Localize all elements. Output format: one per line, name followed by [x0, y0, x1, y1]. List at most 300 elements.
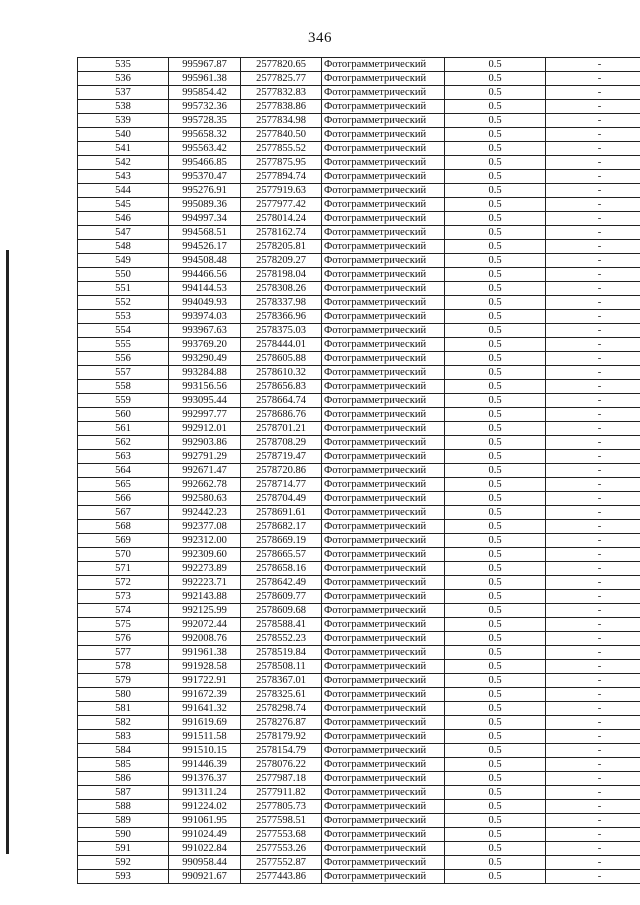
- accuracy-cell: 0.5: [445, 632, 546, 646]
- note-cell: -: [546, 646, 640, 660]
- point-number-cell: 581: [78, 702, 169, 716]
- accuracy-cell: 0.5: [445, 604, 546, 618]
- y-coordinate-cell: 2578179.92: [241, 730, 322, 744]
- y-coordinate-cell: 2578162.74: [241, 226, 322, 240]
- method-cell: Фотограмметрический: [322, 366, 445, 380]
- note-cell: -: [546, 450, 640, 464]
- accuracy-cell: 0.5: [445, 464, 546, 478]
- method-cell: Фотограмметрический: [322, 352, 445, 366]
- accuracy-cell: 0.5: [445, 282, 546, 296]
- x-coordinate-cell: 995658.32: [169, 128, 241, 142]
- y-coordinate-cell: 2578444.01: [241, 338, 322, 352]
- accuracy-cell: 0.5: [445, 156, 546, 170]
- note-cell: -: [546, 520, 640, 534]
- table-row: [78, 128, 640, 142]
- x-coordinate-cell: 995089.36: [169, 198, 241, 212]
- coordinates-table: [77, 57, 640, 884]
- method-cell: Фотограмметрический: [322, 716, 445, 730]
- y-coordinate-cell: 2578664.74: [241, 394, 322, 408]
- accuracy-cell: 0.5: [445, 744, 546, 758]
- accuracy-cell: 0.5: [445, 170, 546, 184]
- point-number-cell: 569: [78, 534, 169, 548]
- note-cell: -: [546, 380, 640, 394]
- x-coordinate-cell: 991224.02: [169, 800, 241, 814]
- table-row: [78, 450, 640, 464]
- x-coordinate-cell: 991510.15: [169, 744, 241, 758]
- point-number-cell: 584: [78, 744, 169, 758]
- table-row: [78, 310, 640, 324]
- method-cell: Фотограмметрический: [322, 170, 445, 184]
- table-row: [78, 520, 640, 534]
- point-number-cell: 545: [78, 198, 169, 212]
- method-cell: Фотограмметрический: [322, 408, 445, 422]
- y-coordinate-cell: 2578337.98: [241, 296, 322, 310]
- point-number-cell: 593: [78, 870, 169, 884]
- table-row: [78, 828, 640, 842]
- note-cell: -: [546, 72, 640, 86]
- accuracy-cell: 0.5: [445, 422, 546, 436]
- point-number-cell: 588: [78, 800, 169, 814]
- method-cell: Фотограмметрический: [322, 730, 445, 744]
- y-coordinate-cell: 2577875.95: [241, 156, 322, 170]
- y-coordinate-cell: 2578701.21: [241, 422, 322, 436]
- accuracy-cell: 0.5: [445, 254, 546, 268]
- table-row: [78, 464, 640, 478]
- table-row: [78, 380, 640, 394]
- x-coordinate-cell: 994508.48: [169, 254, 241, 268]
- point-number-cell: 578: [78, 660, 169, 674]
- point-number-cell: 592: [78, 856, 169, 870]
- method-cell: Фотограмметрический: [322, 86, 445, 100]
- accuracy-cell: 0.5: [445, 128, 546, 142]
- y-coordinate-cell: 2578642.49: [241, 576, 322, 590]
- y-coordinate-cell: 2578704.49: [241, 492, 322, 506]
- y-coordinate-cell: 2578714.77: [241, 478, 322, 492]
- y-coordinate-cell: 2577855.52: [241, 142, 322, 156]
- method-cell: Фотограмметрический: [322, 744, 445, 758]
- accuracy-cell: 0.5: [445, 492, 546, 506]
- method-cell: Фотограмметрический: [322, 562, 445, 576]
- point-number-cell: 543: [78, 170, 169, 184]
- table-row: [78, 268, 640, 282]
- table-row: [78, 632, 640, 646]
- note-cell: -: [546, 590, 640, 604]
- method-cell: Фотограмметрический: [322, 128, 445, 142]
- point-number-cell: 566: [78, 492, 169, 506]
- x-coordinate-cell: 991022.84: [169, 842, 241, 856]
- note-cell: -: [546, 156, 640, 170]
- accuracy-cell: 0.5: [445, 674, 546, 688]
- x-coordinate-cell: 995728.35: [169, 114, 241, 128]
- method-cell: Фотограмметрический: [322, 58, 445, 72]
- note-cell: -: [546, 632, 640, 646]
- point-number-cell: 567: [78, 506, 169, 520]
- table-row: [78, 170, 640, 184]
- point-number-cell: 562: [78, 436, 169, 450]
- table-row: [78, 800, 640, 814]
- note-cell: -: [546, 856, 640, 870]
- y-coordinate-cell: 2578276.87: [241, 716, 322, 730]
- point-number-cell: 568: [78, 520, 169, 534]
- table-row: [78, 394, 640, 408]
- point-number-cell: 576: [78, 632, 169, 646]
- table-row: [78, 142, 640, 156]
- x-coordinate-cell: 992442.23: [169, 506, 241, 520]
- point-number-cell: 548: [78, 240, 169, 254]
- note-cell: -: [546, 730, 640, 744]
- accuracy-cell: 0.5: [445, 828, 546, 842]
- x-coordinate-cell: 991061.95: [169, 814, 241, 828]
- table-row: [78, 72, 640, 86]
- table-row: [78, 492, 640, 506]
- y-coordinate-cell: 2578609.68: [241, 604, 322, 618]
- method-cell: Фотограмметрический: [322, 114, 445, 128]
- table-row: [78, 534, 640, 548]
- point-number-cell: 561: [78, 422, 169, 436]
- point-number-cell: 535: [78, 58, 169, 72]
- note-cell: -: [546, 296, 640, 310]
- method-cell: Фотограмметрический: [322, 660, 445, 674]
- table-row: [78, 352, 640, 366]
- y-coordinate-cell: 2577977.42: [241, 198, 322, 212]
- accuracy-cell: 0.5: [445, 842, 546, 856]
- table-row: [78, 226, 640, 240]
- point-number-cell: 570: [78, 548, 169, 562]
- table-row: [78, 100, 640, 114]
- table-row: [78, 660, 640, 674]
- point-number-cell: 559: [78, 394, 169, 408]
- x-coordinate-cell: 991024.49: [169, 828, 241, 842]
- coordinates-table-body: [78, 58, 640, 884]
- note-cell: -: [546, 198, 640, 212]
- y-coordinate-cell: 2578366.96: [241, 310, 322, 324]
- point-number-cell: 591: [78, 842, 169, 856]
- table-row: [78, 674, 640, 688]
- method-cell: Фотограмметрический: [322, 548, 445, 562]
- y-coordinate-cell: 2578656.83: [241, 380, 322, 394]
- note-cell: -: [546, 212, 640, 226]
- accuracy-cell: 0.5: [445, 758, 546, 772]
- point-number-cell: 540: [78, 128, 169, 142]
- method-cell: Фотограмметрический: [322, 856, 445, 870]
- y-coordinate-cell: 2577598.51: [241, 814, 322, 828]
- point-number-cell: 546: [78, 212, 169, 226]
- x-coordinate-cell: 995961.38: [169, 72, 241, 86]
- x-coordinate-cell: 992072.44: [169, 618, 241, 632]
- accuracy-cell: 0.5: [445, 562, 546, 576]
- x-coordinate-cell: 993974.03: [169, 310, 241, 324]
- note-cell: -: [546, 716, 640, 730]
- table-row: [78, 758, 640, 772]
- table-row: [78, 618, 640, 632]
- table-row: [78, 436, 640, 450]
- table-row: [78, 58, 640, 72]
- x-coordinate-cell: 992008.76: [169, 632, 241, 646]
- note-cell: -: [546, 506, 640, 520]
- note-cell: -: [546, 492, 640, 506]
- note-cell: -: [546, 464, 640, 478]
- accuracy-cell: 0.5: [445, 408, 546, 422]
- method-cell: Фотограмметрический: [322, 772, 445, 786]
- table-row: [78, 744, 640, 758]
- accuracy-cell: 0.5: [445, 786, 546, 800]
- point-number-cell: 579: [78, 674, 169, 688]
- method-cell: Фотограмметрический: [322, 576, 445, 590]
- accuracy-cell: 0.5: [445, 184, 546, 198]
- x-coordinate-cell: 995466.85: [169, 156, 241, 170]
- accuracy-cell: 0.5: [445, 212, 546, 226]
- y-coordinate-cell: 2578669.19: [241, 534, 322, 548]
- point-number-cell: 536: [78, 72, 169, 86]
- y-coordinate-cell: 2578375.03: [241, 324, 322, 338]
- x-coordinate-cell: 990958.44: [169, 856, 241, 870]
- table-row: [78, 366, 640, 380]
- note-cell: -: [546, 758, 640, 772]
- y-coordinate-cell: 2578205.81: [241, 240, 322, 254]
- note-cell: -: [546, 660, 640, 674]
- point-number-cell: 583: [78, 730, 169, 744]
- y-coordinate-cell: 2578154.79: [241, 744, 322, 758]
- accuracy-cell: 0.5: [445, 268, 546, 282]
- point-number-cell: 574: [78, 604, 169, 618]
- x-coordinate-cell: 992312.00: [169, 534, 241, 548]
- y-coordinate-cell: 2577832.83: [241, 86, 322, 100]
- note-cell: -: [546, 534, 640, 548]
- page-number: 346: [308, 30, 332, 46]
- x-coordinate-cell: 993290.49: [169, 352, 241, 366]
- note-cell: -: [546, 142, 640, 156]
- x-coordinate-cell: 991619.69: [169, 716, 241, 730]
- y-coordinate-cell: 2578588.41: [241, 618, 322, 632]
- table-row: [78, 198, 640, 212]
- accuracy-cell: 0.5: [445, 856, 546, 870]
- note-cell: -: [546, 100, 640, 114]
- point-number-cell: 590: [78, 828, 169, 842]
- x-coordinate-cell: 994526.17: [169, 240, 241, 254]
- x-coordinate-cell: 994997.34: [169, 212, 241, 226]
- point-number-cell: 580: [78, 688, 169, 702]
- method-cell: Фотограмметрический: [322, 100, 445, 114]
- x-coordinate-cell: 991722.91: [169, 674, 241, 688]
- x-coordinate-cell: 991928.58: [169, 660, 241, 674]
- method-cell: Фотограмметрический: [322, 338, 445, 352]
- method-cell: Фотограмметрический: [322, 282, 445, 296]
- x-coordinate-cell: 992662.78: [169, 478, 241, 492]
- note-cell: -: [546, 436, 640, 450]
- method-cell: Фотограмметрический: [322, 422, 445, 436]
- table-row: [78, 86, 640, 100]
- x-coordinate-cell: 992309.60: [169, 548, 241, 562]
- y-coordinate-cell: 2577894.74: [241, 170, 322, 184]
- note-cell: -: [546, 226, 640, 240]
- x-coordinate-cell: 992377.08: [169, 520, 241, 534]
- accuracy-cell: 0.5: [445, 814, 546, 828]
- y-coordinate-cell: 2577553.26: [241, 842, 322, 856]
- accuracy-cell: 0.5: [445, 646, 546, 660]
- accuracy-cell: 0.5: [445, 198, 546, 212]
- y-coordinate-cell: 2578605.88: [241, 352, 322, 366]
- note-cell: -: [546, 58, 640, 72]
- method-cell: Фотограмметрический: [322, 268, 445, 282]
- note-cell: -: [546, 688, 640, 702]
- y-coordinate-cell: 2578198.04: [241, 268, 322, 282]
- table-row: [78, 282, 640, 296]
- table-row: [78, 212, 640, 226]
- table-row: [78, 338, 640, 352]
- note-cell: -: [546, 744, 640, 758]
- note-cell: -: [546, 842, 640, 856]
- accuracy-cell: 0.5: [445, 688, 546, 702]
- x-coordinate-cell: 991446.39: [169, 758, 241, 772]
- binding-margin-line: [6, 250, 9, 854]
- accuracy-cell: 0.5: [445, 240, 546, 254]
- y-coordinate-cell: 2577820.65: [241, 58, 322, 72]
- method-cell: Фотограмметрический: [322, 142, 445, 156]
- table-row: [78, 646, 640, 660]
- method-cell: Фотограмметрический: [322, 688, 445, 702]
- accuracy-cell: 0.5: [445, 58, 546, 72]
- y-coordinate-cell: 2578708.29: [241, 436, 322, 450]
- method-cell: Фотограмметрический: [322, 478, 445, 492]
- point-number-cell: 547: [78, 226, 169, 240]
- accuracy-cell: 0.5: [445, 296, 546, 310]
- y-coordinate-cell: 2578298.74: [241, 702, 322, 716]
- method-cell: Фотограмметрический: [322, 786, 445, 800]
- point-number-cell: 585: [78, 758, 169, 772]
- note-cell: -: [546, 240, 640, 254]
- method-cell: Фотограмметрический: [322, 72, 445, 86]
- accuracy-cell: 0.5: [445, 380, 546, 394]
- accuracy-cell: 0.5: [445, 142, 546, 156]
- point-number-cell: 575: [78, 618, 169, 632]
- y-coordinate-cell: 2577443.86: [241, 870, 322, 884]
- accuracy-cell: 0.5: [445, 590, 546, 604]
- note-cell: -: [546, 870, 640, 884]
- method-cell: Фотограмметрический: [322, 646, 445, 660]
- method-cell: Фотограмметрический: [322, 380, 445, 394]
- accuracy-cell: 0.5: [445, 226, 546, 240]
- y-coordinate-cell: 2578609.77: [241, 590, 322, 604]
- y-coordinate-cell: 2578508.11: [241, 660, 322, 674]
- point-number-cell: 550: [78, 268, 169, 282]
- accuracy-cell: 0.5: [445, 310, 546, 324]
- accuracy-cell: 0.5: [445, 366, 546, 380]
- accuracy-cell: 0.5: [445, 730, 546, 744]
- y-coordinate-cell: 2578691.61: [241, 506, 322, 520]
- x-coordinate-cell: 992791.29: [169, 450, 241, 464]
- note-cell: -: [546, 282, 640, 296]
- accuracy-cell: 0.5: [445, 114, 546, 128]
- note-cell: -: [546, 828, 640, 842]
- table-row: [78, 324, 640, 338]
- method-cell: Фотограмметрический: [322, 842, 445, 856]
- method-cell: Фотограмметрический: [322, 254, 445, 268]
- note-cell: -: [546, 338, 640, 352]
- y-coordinate-cell: 2578014.24: [241, 212, 322, 226]
- table-row: [78, 114, 640, 128]
- y-coordinate-cell: 2578720.86: [241, 464, 322, 478]
- table-row: [78, 590, 640, 604]
- table-row: [78, 730, 640, 744]
- note-cell: -: [546, 86, 640, 100]
- x-coordinate-cell: 993769.20: [169, 338, 241, 352]
- note-cell: -: [546, 814, 640, 828]
- table-row: [78, 842, 640, 856]
- x-coordinate-cell: 992671.47: [169, 464, 241, 478]
- table-row: [78, 408, 640, 422]
- y-coordinate-cell: 2578719.47: [241, 450, 322, 464]
- point-number-cell: 558: [78, 380, 169, 394]
- x-coordinate-cell: 994144.53: [169, 282, 241, 296]
- x-coordinate-cell: 995732.36: [169, 100, 241, 114]
- accuracy-cell: 0.5: [445, 436, 546, 450]
- point-number-cell: 544: [78, 184, 169, 198]
- note-cell: -: [546, 394, 640, 408]
- x-coordinate-cell: 993156.56: [169, 380, 241, 394]
- method-cell: Фотограмметрический: [322, 450, 445, 464]
- x-coordinate-cell: 992223.71: [169, 576, 241, 590]
- accuracy-cell: 0.5: [445, 352, 546, 366]
- x-coordinate-cell: 992903.86: [169, 436, 241, 450]
- point-number-cell: 565: [78, 478, 169, 492]
- y-coordinate-cell: 2578209.27: [241, 254, 322, 268]
- accuracy-cell: 0.5: [445, 506, 546, 520]
- accuracy-cell: 0.5: [445, 86, 546, 100]
- table-row: [78, 772, 640, 786]
- method-cell: Фотограмметрический: [322, 632, 445, 646]
- note-cell: -: [546, 576, 640, 590]
- point-number-cell: 537: [78, 86, 169, 100]
- table-row: [78, 240, 640, 254]
- x-coordinate-cell: 992143.88: [169, 590, 241, 604]
- note-cell: -: [546, 310, 640, 324]
- method-cell: Фотограмметрический: [322, 674, 445, 688]
- y-coordinate-cell: 2578665.57: [241, 548, 322, 562]
- y-coordinate-cell: 2577552.87: [241, 856, 322, 870]
- x-coordinate-cell: 992125.99: [169, 604, 241, 618]
- x-coordinate-cell: 994049.93: [169, 296, 241, 310]
- table-row: [78, 702, 640, 716]
- y-coordinate-cell: 2577987.18: [241, 772, 322, 786]
- y-coordinate-cell: 2577911.82: [241, 786, 322, 800]
- note-cell: -: [546, 254, 640, 268]
- note-cell: -: [546, 352, 640, 366]
- note-cell: -: [546, 422, 640, 436]
- table-row: [78, 688, 640, 702]
- accuracy-cell: 0.5: [445, 478, 546, 492]
- method-cell: Фотограмметрический: [322, 618, 445, 632]
- note-cell: -: [546, 128, 640, 142]
- point-number-cell: 553: [78, 310, 169, 324]
- table-row: [78, 506, 640, 520]
- note-cell: -: [546, 324, 640, 338]
- x-coordinate-cell: 994568.51: [169, 226, 241, 240]
- method-cell: Фотограмметрический: [322, 394, 445, 408]
- y-coordinate-cell: 2577825.77: [241, 72, 322, 86]
- table-row: [78, 296, 640, 310]
- point-number-cell: 572: [78, 576, 169, 590]
- note-cell: -: [546, 268, 640, 282]
- note-cell: -: [546, 114, 640, 128]
- y-coordinate-cell: 2578686.76: [241, 408, 322, 422]
- accuracy-cell: 0.5: [445, 394, 546, 408]
- method-cell: Фотограмметрический: [322, 156, 445, 170]
- table-row: [78, 716, 640, 730]
- note-cell: -: [546, 548, 640, 562]
- y-coordinate-cell: 2578325.61: [241, 688, 322, 702]
- accuracy-cell: 0.5: [445, 660, 546, 674]
- method-cell: Фотограмметрический: [322, 520, 445, 534]
